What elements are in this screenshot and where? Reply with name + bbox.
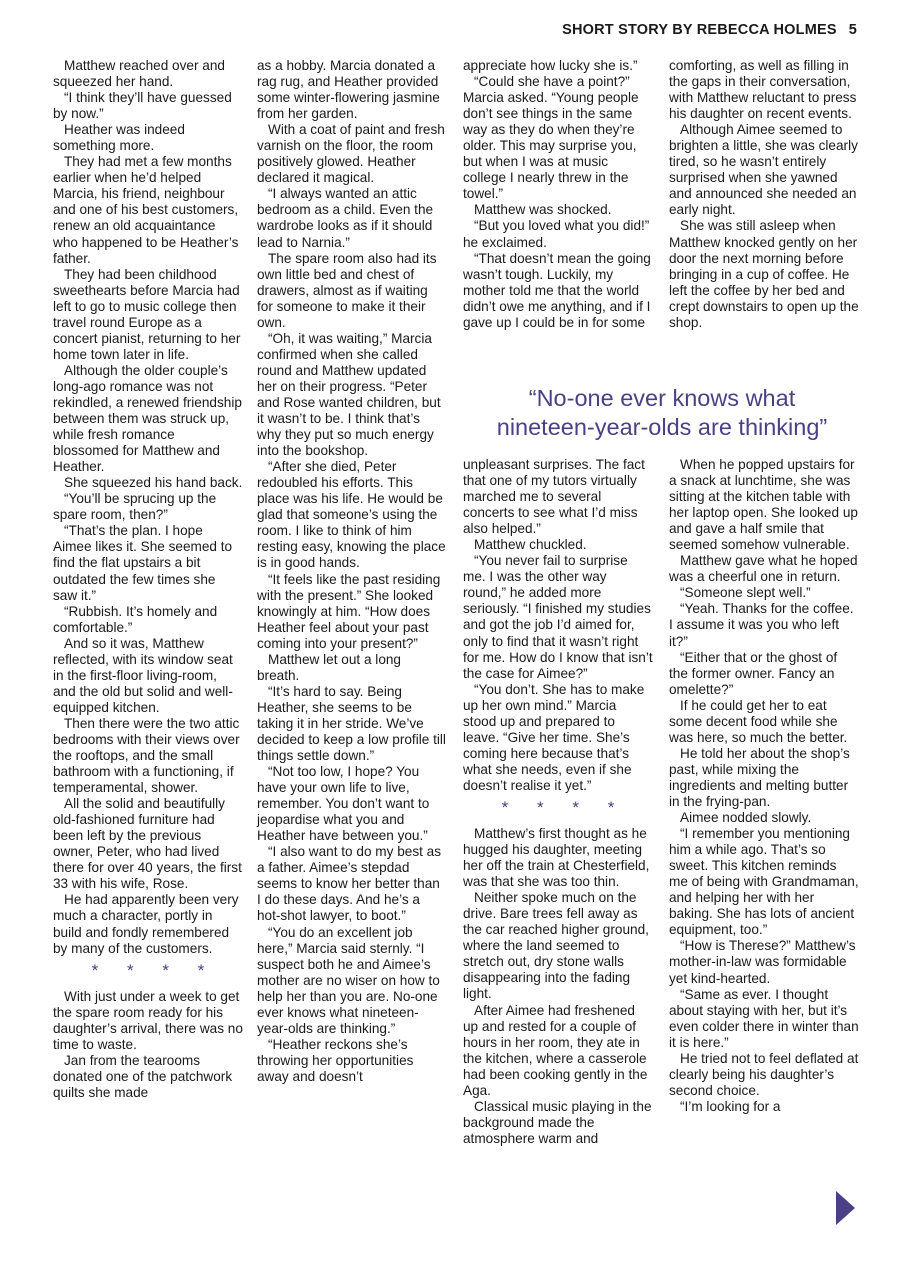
paragraph: “After she died, Peter redoubled his efforts. This place was his life. He would be glad that someone’s using the room. I like to think of him resting easy, knowing the place is in good hands. — [257, 459, 446, 571]
paragraph: He had apparently been very much a character, portly in build and fondly remembered by many of the customers. — [53, 892, 239, 956]
paragraph: Aimee nodded slowly. — [680, 810, 812, 826]
column-3-bottom — [463, 457, 653, 1147]
paragraph: “Oh, it was waiting,” Marcia confirmed when she called round and Matthew updated her on their progress. “Peter and Rose wanted children, but it wasn’t to be. I think that’s why they put so much energy into the bookshop. — [257, 330, 441, 459]
paragraph: “I also want to do my best as a father. Aimee’s stepdad seems to know her better than I do these days. And he’s a hot-shot lawyer, to boot.” — [257, 844, 442, 924]
paragraph: They had been childhood sweethearts before Marcia had left to go to music college then travel round Europe as a concert pianist, returning to her home town later in life. — [53, 266, 241, 362]
paragraph: Jan from the tearooms donated one of the patchwork quilts she made — [53, 1052, 233, 1100]
paragraph: “Rubbish. It’s homely and comfortable.” — [53, 603, 218, 635]
paragraph: comforting, as well as filling in the gaps in their conversation, with Matthew reluctant to press his daughter on recent events. — [669, 58, 857, 122]
pull-quote-line: nineteen-year-olds are thinking” — [496, 414, 828, 440]
paragraph: “I remember you mentioning him a while ago. That’s so sweet. This kitchen reminds me of being with Grandmaman, and helping her with her baking. She has lots of ancient equipment, too.” — [669, 826, 859, 938]
paragraph: They had met a few months earlier when he’d helped Marcia, his friend, neighbour and one of his best customers, renew an old acquaintance who happened to be Heather’s father. — [53, 154, 239, 266]
section-break: * * * * — [501, 797, 627, 817]
continue-arrow-icon — [836, 1191, 855, 1225]
header-title: SHORT STORY BY REBECCA HOLMES — [562, 22, 837, 38]
column-4-bottom — [669, 457, 859, 1115]
paragraph: as a hobby. Marcia donated a rag rug, and Heather provided some winter-flowering jasmine from her garden. — [257, 58, 440, 122]
paragraph: When he popped upstairs for a snack at lunchtime, she was sitting at the kitchen table with her laptop open. She looked up and gave a half smile that seemed somehow vulnerable. — [669, 457, 858, 553]
column-1 — [53, 58, 243, 1101]
paragraph: Although Aimee seemed to brighten a little, she was clearly tired, so he wasn’t entirely surprised when she yawned and announced she needed an early night. — [669, 122, 858, 218]
paragraph: He tried not to feel deflated at clearly being his daughter’s second choice. — [669, 1050, 859, 1098]
paragraph: And so it was, Matthew reflected, with its window seat in the first-floor living-room, and the old but solid and well-equipped kitchen. — [53, 635, 233, 715]
column-3-top — [463, 58, 653, 331]
paragraph: appreciate how lucky she is.” — [463, 58, 638, 73]
paragraph: “I’m looking for a — [680, 1098, 781, 1114]
paragraph: Matthew reached over and squeezed her hand. — [53, 58, 225, 90]
paragraph: “Yeah. Thanks for the coffee. I assume it was you who left it?” — [669, 601, 854, 649]
paragraph: “It’s hard to say. Being Heather, she seems to be taking it in her stride. We’ve decided to keep a low profile till things settle down.” — [257, 683, 446, 764]
paragraph: “Not too low, I hope? You have your own life to live, remember. You don’t want to jeopardise what you and Heather have between you.” — [257, 764, 430, 844]
paragraph: “It feels like the past residing with the present.” She looked knowingly at him. “How does Heather feel about your past coming into your present?” — [257, 571, 441, 651]
paragraph: She was still asleep when Matthew knocked gently on her door the next morning before bringing in a cup of coffee. He left the coffee by her bed and crept downstairs to open up the shop. — [669, 218, 859, 330]
running-header — [562, 22, 857, 38]
paragraph: “You don’t. She has to make up her own mind.” Marcia stood up and prepared to leave. “Give her time. She’s coming here because that’s what she needs, even if she doesn’t realise it yet.” — [463, 681, 645, 793]
paragraph: “Someone slept well.” — [680, 585, 811, 601]
paragraph: Matthew’s first thought as he hugged his daughter, meeting her off the train at Chesterfield, was that she was too thin. — [463, 825, 650, 890]
paragraph: Matthew chuckled. — [474, 537, 587, 553]
paragraph: “How is Therese?” Matthew’s mother-in-law was formidable yet kind-hearted. — [669, 938, 856, 986]
paragraph: With a coat of paint and fresh varnish on the floor, the room positively glowed. Heather declared it magical. — [257, 122, 445, 186]
paragraph: All the solid and beautifully old-fashioned furniture had been left by the previous owner, Peter, who had lived there for over 40 years, the first 33 with his wife, Rose. — [53, 796, 242, 892]
paragraph: “I always wanted an attic bedroom as a child. Even the wardrobe looks as if it should lead to Narnia.” — [257, 186, 434, 250]
paragraph: She squeezed his hand back. — [64, 475, 243, 491]
paragraph: Classical music playing in the background made the atmosphere warm and — [463, 1098, 652, 1146]
paragraph: After Aimee had freshened up and rested for a couple of hours in her room, they ate in the kitchen, where a casserole had been cooking gently in the Aga. — [463, 1002, 648, 1098]
paragraph: “Either that or the ghost of the former owner. Fancy an omelette?” — [669, 649, 838, 697]
paragraph: “You do an excellent job here,” Marcia said sternly. “I suspect both he and Aimee’s mother are no wiser on how to help her than you are. No-one ever knows what nineteen-year-olds are thinking.” — [257, 924, 440, 1036]
paragraph: “That doesn’t mean the going wasn’t tough. Luckily, my mother told me that the world didn’t owe me anything, and if I gave up I could be in for some — [463, 250, 651, 330]
paragraph: Heather was indeed something more. — [53, 122, 185, 154]
paragraph: Matthew let out a long breath. — [257, 651, 401, 683]
paragraph: “That’s the plan. I hope Aimee likes it. She seemed to find the flat upstairs a bit outdated the few times she saw it.” — [53, 523, 233, 603]
page-number: 5 — [848, 22, 857, 38]
paragraph: The spare room also had its own little bed and chest of drawers, almost as if waiting for someone to make it their own. — [257, 250, 437, 330]
paragraph: Matthew was shocked. — [474, 202, 612, 218]
section-break: * * * * — [91, 960, 217, 980]
paragraph: “I think they’ll have guessed by now.” — [53, 90, 232, 122]
paragraph: He told her about the shop’s past, while mixing the ingredients and melting butter in the frying-pan. — [669, 745, 850, 809]
pull-quote-line: “No-one ever knows what — [528, 385, 796, 411]
paragraph: unpleasant surprises. The fact that one of my tutors virtually marched me to several concerts to see what I’d miss also helped.” — [463, 457, 645, 537]
paragraph: With just under a week to get the spare room ready for his daughter’s arrival, there was no time to waste. — [53, 988, 243, 1052]
pull-quote — [462, 384, 862, 442]
column-4-top — [669, 58, 859, 331]
paragraph: “You never fail to surprise me. I was the other way round,” he added more seriously. “I finished my studies and got the job I’d aimed for, only to find that it wasn’t right for me. How do I know that isn’t the case for Aimee?” — [463, 553, 653, 681]
paragraph: Although the older couple’s long-ago romance was not rekindled, a renewed friendship between them was struck up, while fresh romance blossomed for Matthew and Heather. — [53, 362, 242, 475]
paragraph: Matthew gave what he hoped was a cheerful one in return. — [669, 553, 858, 585]
paragraph: Neither spoke much on the drive. Bare trees fell away as the car reached higher ground, where the land seemed to stretch out, dry stone walls disappearing into the fading light. — [463, 890, 649, 1002]
paragraph: “Same as ever. I thought about staying with her, but it’s even colder there in winter than it is here.” — [669, 986, 859, 1050]
paragraph: “But you loved what you did!” he exclaimed. — [463, 218, 650, 250]
paragraph: If he could get her to eat some decent food while she was here, so much the better. — [669, 697, 848, 745]
paragraph: Then there were the two attic bedrooms with their views over the rooftops, and the small bathroom with a functioning, if temperamental, shower. — [53, 715, 240, 796]
paragraph: “You’ll be sprucing up the spare room, then?” — [53, 491, 217, 523]
paragraph: “Could she have a point?” Marcia asked. “Young people don’t see things in the same way as they do when they’re older. This may surprise you, but when I was at music college I nearly threw in the towel.” — [463, 74, 639, 202]
paragraph: “Heather reckons she’s throwing her opportunities away and doesn’t — [257, 1036, 414, 1084]
column-2 — [257, 58, 447, 1085]
